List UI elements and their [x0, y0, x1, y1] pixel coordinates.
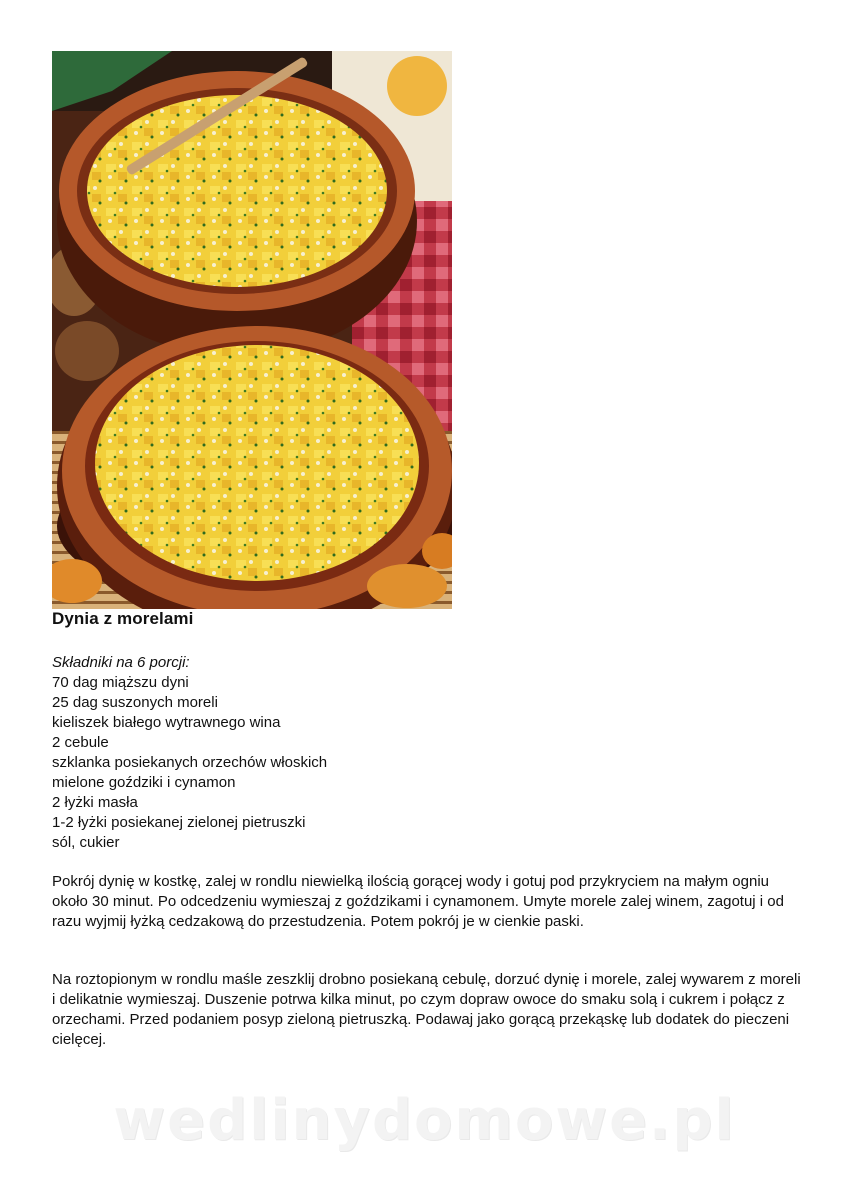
ingredient-item: sól, cukier — [52, 834, 120, 851]
instruction-paragraph: Pokrój dynię w kostkę, zalej w rondlu niewielką ilością gorącej wody i gotuj pod przykryciem na małym ogniu około 30 minut. Po odcedzeniu wymieszaj z goździkami i cynamonem. Umyte morele zalej winem, zagotuj i od razu wyjmij łyżką cedzakową do przestudzenia. Potem pokrój je w cienkie paski. — [52, 873, 784, 930]
ingredients-heading: Składniki na 6 porcji: — [52, 654, 190, 671]
ingredient-item: 70 dag miąższu dyni — [52, 674, 189, 691]
ingredients-section — [52, 653, 327, 853]
ingredient-item: szklanka posiekanych orzechów włoskich — [52, 754, 328, 771]
instruction-paragraph: Na roztopionym w rondlu maśle zeszklij drobno posiekaną cebulę, dorzuć dynię i morele, zalej wywarem z moreli i delikatnie wymieszaj. Duszenie potrwa kilka minut, po czym dopraw owoce do smaku solą i cukrem i połącz z orzechami. Przed podaniem posyp zieloną pietruszką. Podawaj jako gorącą przekąskę lub dodatek do pieczeni cielęcej. — [52, 971, 801, 1048]
ingredient-item: 2 cebule — [52, 734, 109, 751]
ingredients-list — [52, 673, 327, 853]
ingredient-item: 2 łyżki masła — [52, 794, 138, 811]
watermark: wedlinydomowe.pl — [113, 1088, 736, 1153]
recipe-photo — [52, 51, 452, 609]
recipe-title: Dynia z morelami — [52, 609, 194, 628]
ingredient-item: mielone goździki i cynamon — [52, 774, 236, 791]
ingredient-item: 25 dag suszonych moreli — [52, 694, 218, 711]
ingredient-item: 1-2 łyżki posiekanej zielonej pietruszki — [52, 814, 306, 831]
ingredient-item: kieliszek białego wytrawnego wina — [52, 714, 281, 731]
